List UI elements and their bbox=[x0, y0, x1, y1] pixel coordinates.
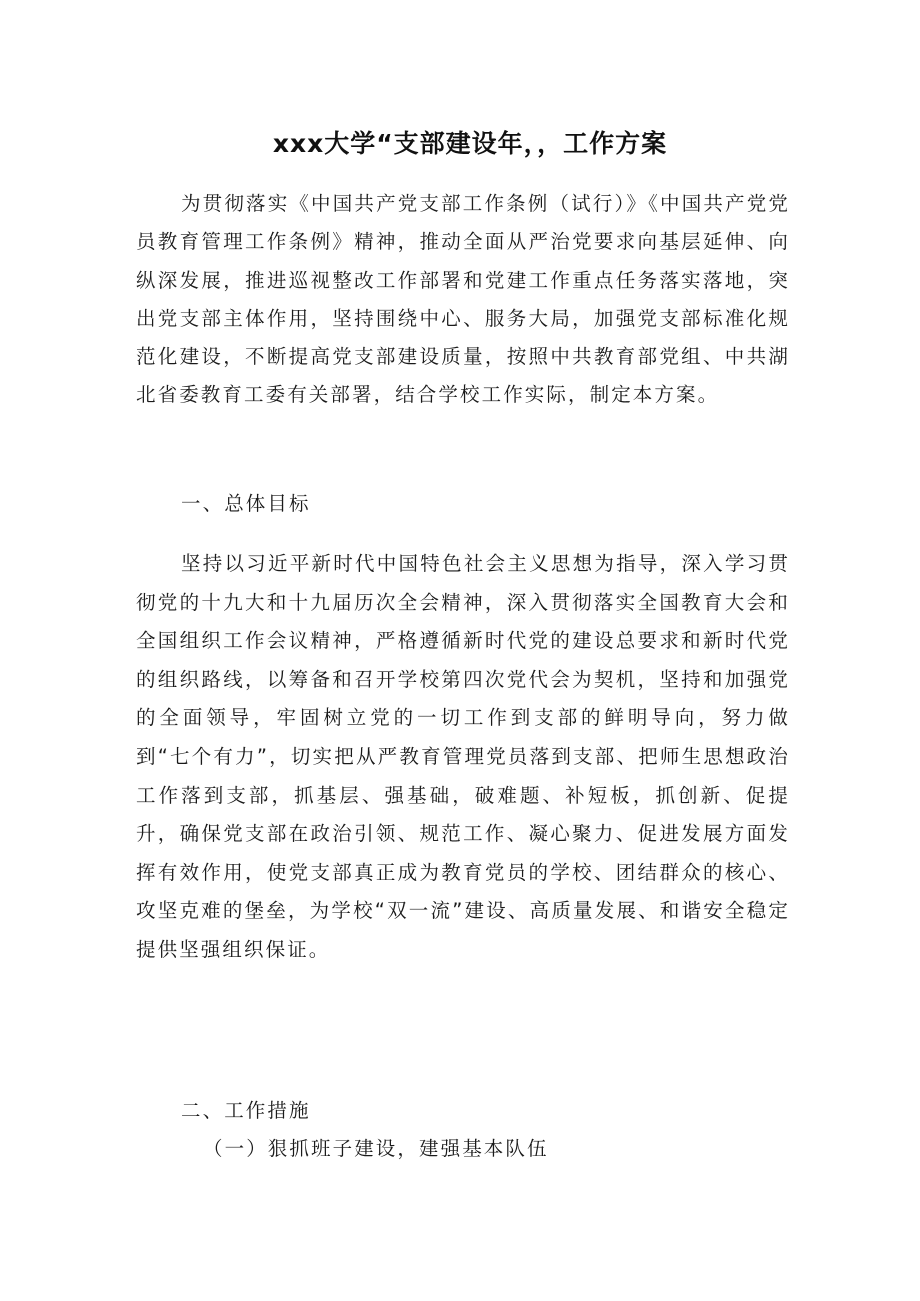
overall-goals-paragraph: 坚持以习近平新时代中国特色社会主义思想为指导，深入学习贯彻党的十九大和十九届历次全会精神，深入贯彻落实全国教育大会和全国组织工作会议精神，严格遵循新时代党的建设总要求和新时代党的组织路线，以筹备和召开学校第四次党代会为契机，坚持和加强党的全面领导，牢固树立党的一切工作到支部的鲜明导向，努力做到“七个有力”，切实把从严教育管理党员落到支部、把师生思想政治工作落到支部，抓基层、强基础，破难题、补短板，抓创新、促提升，确保党支部在政治引领、规范工作、凝心聚力、促进发展方面发挥有效作用，使党支部真正成为教育党员的学校、团结群众的核心、攻坚克难的堡垒，为学校“双一流”建设、高质量发展、和谐安全稳定提供坚强组织保证。 bbox=[136, 552, 790, 961]
section-heading-work-measures: 二、工作措施 bbox=[181, 1099, 311, 1122]
document-title: xxx大学“支部建设年，，工作方案 bbox=[272, 129, 668, 158]
subsection-heading-team-building: （一）狠抓班子建设，建强基本队伍 bbox=[203, 1137, 549, 1160]
section-heading-overall-goals: 一、总体目标 bbox=[181, 492, 311, 515]
intro-paragraph: 为贯彻落实《中国共产党支部工作条例（试行）》《中国共产党党员教育管理工作条例》精神，推动全面从严治党要求向基层延伸、向纵深发展，推进巡视整改工作部署和党建工作重点任务落实落地，突出党支部主体作用，坚持围绕中心、服务大局，加强党支部标准化规范化建设，不断提高党支部建设质量，按照中共教育部党组、中共湖北省委教育工委有关部署，结合学校工作实际，制定本方案。 bbox=[136, 192, 790, 407]
